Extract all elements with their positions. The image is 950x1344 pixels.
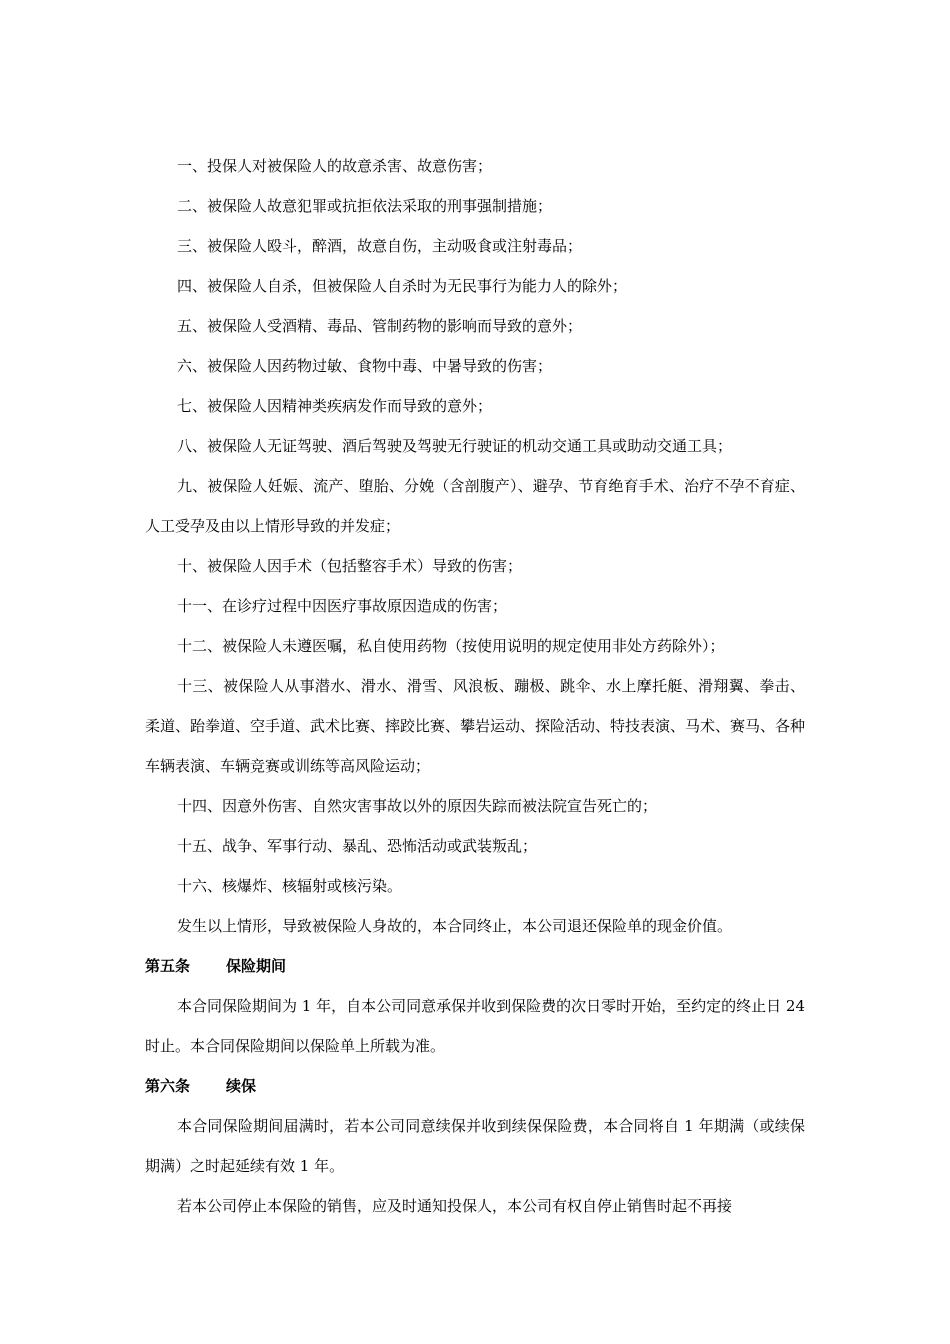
closing-paragraph: 发生以上情形，导致被保险人身故的，本合同终止，本公司退还保险单的现金价值。 [177, 917, 733, 935]
article-6-heading [145, 1066, 805, 1106]
exclusion-item-7: 七、被保险人因精神类疾病发作而导致的意外； [177, 397, 493, 415]
exclusion-item-1: 一、投保人对被保险人的故意杀害、故意伤害； [177, 157, 493, 175]
exclusion-item-13: 十三、被保险人从事潜水、滑水、滑雪、风浪板、蹦极、跳伞、水上摩托艇、滑翔翼、拳击、柔道、跆拳道、空手道、武术比赛、摔跤比赛、攀岩运动、探险活动、特技表演、马术、赛马、各种车辆表演、车辆竞赛或训练等高风险运动； [145, 677, 806, 775]
exclusion-item-3: 三、被保险人殴斗，醉酒，故意自伤，主动吸食或注射毒品； [177, 237, 583, 255]
exclusion-item-12: 十二、被保险人未遵医嘱，私自使用药物（按使用说明的规定使用非处方药除外）； [177, 637, 725, 655]
exclusion-item-9: 九、被保险人妊娠、流产、堕胎、分娩（含剖腹产）、避孕、节育绝育手术、治疗不孕不育症、人工受孕及由以上情形导致的并发症； [145, 477, 805, 535]
exclusion-item-5: 五、被保险人受酒精、毒品、管制药物的影响而导致的意外； [177, 317, 583, 335]
exclusion-item-16: 十六、核爆炸、核辐射或核污染。 [177, 877, 403, 895]
article-5-text: 本合同保险期间为 1 年，自本公司同意承保并收到保险费的次日零时开始，至约定的终止日 24 时止。本合同保险期间以保险单上所载为准。 [145, 997, 805, 1055]
article-5-title: 保险期间 [226, 957, 287, 975]
exclusion-item-10: 十、被保险人因手术（包括整容手术）导致的伤害； [177, 557, 523, 575]
article-5-heading [145, 946, 805, 986]
exclusion-item-11: 十一、在诊疗过程中因医疗事故原因造成的伤害； [177, 597, 508, 615]
exclusion-item-8: 八、被保险人无证驾驶、酒后驾驶及驾驶无行驶证的机动交通工具或助动交通工具； [177, 437, 733, 455]
article-6-number: 第六条 [145, 1077, 191, 1095]
article-5-number: 第五条 [145, 957, 191, 975]
article-6-title: 续保 [226, 1077, 257, 1095]
exclusion-item-15: 十五、战争、军事行动、暴乱、恐怖活动或武装叛乱； [177, 837, 538, 855]
article-6-paragraph-1: 本合同保险期间届满时，若本公司同意续保并收到续保保险费，本合同将自 1 年期满（或续保期满）之时起延续有效 1 年。 [145, 1117, 805, 1175]
exclusion-item-14: 十四、因意外伤害、自然灾害事故以外的原因失踪而被法院宣告死亡的； [177, 797, 658, 815]
exclusion-item-6: 六、被保险人因药物过敏、食物中毒、中暑导致的伤害； [177, 357, 553, 375]
exclusion-item-4: 四、被保险人自杀，但被保险人自杀时为无民事行为能力人的除外； [177, 277, 628, 295]
exclusion-item-2: 二、被保险人故意犯罪或抗拒依法采取的刑事强制措施； [177, 197, 553, 215]
document-body [145, 146, 805, 1226]
article-6-paragraph-2: 若本公司停止本保险的销售，应及时通知投保人，本公司有权自停止销售时起不再接 [177, 1197, 733, 1215]
